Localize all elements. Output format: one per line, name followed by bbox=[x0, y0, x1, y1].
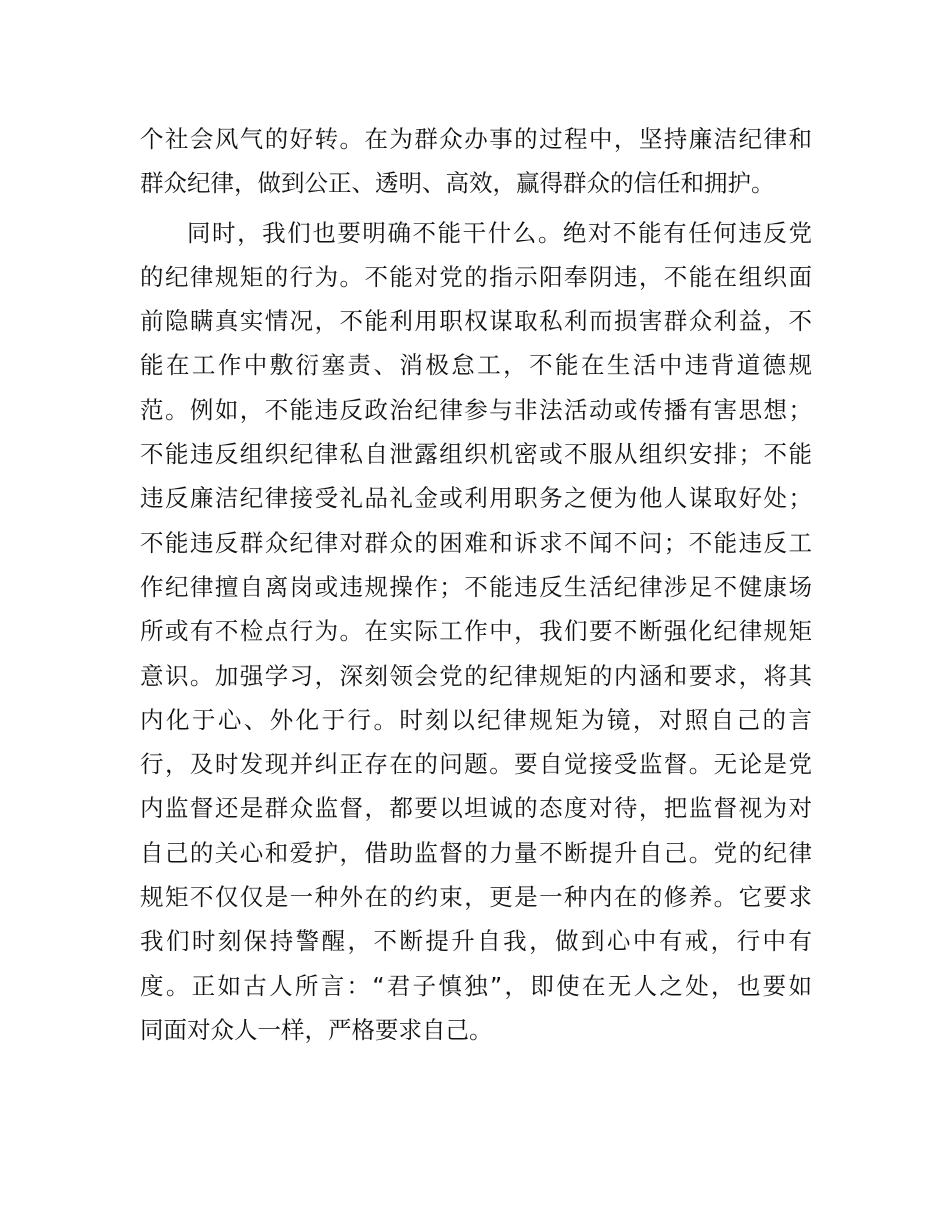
paragraph-2 bbox=[140, 211, 812, 1053]
text-line: 能在工作中敷衍塞责、消极怠工，不能在生活中违背道德规 bbox=[140, 351, 812, 380]
text-line: 行，及时发现并纠正存在的问题。要自觉接受监督。无论是党 bbox=[140, 750, 812, 779]
text-line: 前隐瞒真实情况，不能利用职权谋取私利而损害群众利益，不 bbox=[140, 307, 812, 336]
text-line: 内监督还是群众监督，都要以坦诚的态度对待，把监督视为对 bbox=[140, 794, 812, 823]
text-line: 的纪律规矩的行为。不能对党的指示阳奉阴违，不能在组织面 bbox=[140, 262, 812, 291]
text-line: 不能违反组织纪律私自泄露组织机密或不服从组织安排；不能 bbox=[140, 440, 812, 469]
text-line: 不能违反群众纪律对群众的困难和诉求不闻不问；不能违反工 bbox=[140, 528, 812, 557]
text-line: 个社会风气的好转。在为群众办事的过程中，坚持廉洁纪律和 bbox=[140, 125, 812, 153]
text-line: 规矩不仅仅是一种外在的约束，更是一种内在的修养。它要求 bbox=[140, 883, 812, 912]
text-line: 意识。加强学习，深刻领会党的纪律规矩的内涵和要求，将其 bbox=[140, 661, 812, 690]
text-line: 违反廉洁纪律接受礼品礼金或利用职务之便为他人谋取好处； bbox=[140, 484, 812, 513]
text-line: 自己的关心和爱护，借助监督的力量不断提升自己。党的纪律 bbox=[140, 838, 812, 867]
paragraph-1 bbox=[140, 117, 812, 206]
text-line: 度。正如古人所言：“君子慎独”，即使在无人之处，也要如 bbox=[140, 971, 812, 1000]
text-line: 我们时刻保持警醒，不断提升自我，做到心中有戒，行中有 bbox=[140, 927, 812, 956]
text-line: 内化于心、外化于行。时刻以纪律规矩为镜，对照自己的言 bbox=[140, 705, 812, 734]
body-text bbox=[140, 117, 812, 1052]
text-line: 同面对众人一样，严格要求自己。 bbox=[140, 1015, 493, 1044]
text-line: 同时，我们也要明确不能干什么。绝对不能有任何违反党 bbox=[187, 218, 812, 247]
text-line: 作纪律擅自离岗或违规操作；不能违反生活纪律涉足不健康场 bbox=[140, 572, 812, 601]
text-line: 范。例如，不能违反政治纪律参与非法活动或传播有害思想； bbox=[140, 395, 812, 424]
text-line: 所或有不检点行为。在实际工作中，我们要不断强化纪律规矩 bbox=[140, 617, 812, 646]
text-line: 群众纪律，做到公正、透明、高效，赢得群众的信任和拥护。 bbox=[140, 169, 775, 198]
